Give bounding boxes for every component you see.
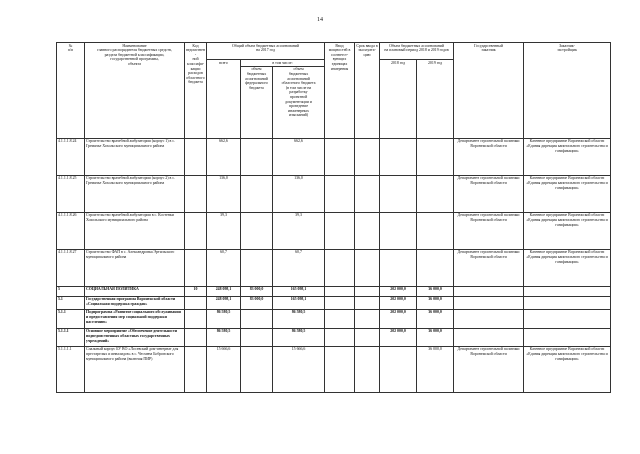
cell-total: 60,7 [207, 249, 241, 286]
cell-y2019 [417, 249, 454, 286]
cell-y2018: 202 000,0 [380, 296, 417, 309]
cell-regional: 60,7 [273, 249, 325, 286]
cell-capacity [325, 346, 355, 392]
cell-capacity [325, 309, 355, 328]
cell-federal [241, 212, 273, 249]
header-row-1 [57, 43, 611, 60]
cell-total: 248 098,1 [207, 286, 241, 296]
cell-name: СОЦИАЛЬНАЯ ПОЛИТИКА [85, 286, 185, 296]
cell-deadline [355, 212, 380, 249]
cell-y2018: 202 000,0 [380, 309, 417, 328]
cell-regional: 165 098,1 [273, 286, 325, 296]
cell-total: 248 098,1 [207, 296, 241, 309]
cell-name: Спальный корпус БУ ВО «Лосевский дом-интернат для престарелых и инвалидов» в с. Чесмена Бобровского муниципального района (включая ПИР) [85, 346, 185, 392]
cell-developer: Казенное предприятие Воронежской области «Единая дирекция капитального строительства и газификации» [524, 249, 611, 286]
header-2018: 2018 год [380, 60, 417, 139]
cell-capacity [325, 175, 355, 212]
cell-code [185, 309, 207, 328]
table-row [57, 212, 611, 249]
cell-y2018 [380, 212, 417, 249]
cell-y2019 [417, 212, 454, 249]
cell-regional: 86 580,5 [273, 328, 325, 346]
cell-y2019 [417, 175, 454, 212]
cell-federal [241, 328, 273, 346]
cell-regional: 165 098,1 [273, 296, 325, 309]
cell-name: Основное мероприятие «Обеспечение деятельности подведомственных областных государственных учреждений» [85, 328, 185, 346]
header-customer: Государственный заказчик [454, 43, 524, 139]
cell-federal: 83 000,0 [241, 286, 273, 296]
cell-developer [524, 296, 611, 309]
table-row [57, 175, 611, 212]
header-num: № п/п [57, 43, 85, 139]
cell-regional: 136,0 [273, 175, 325, 212]
cell-code: 10 [185, 286, 207, 296]
cell-code [185, 249, 207, 286]
cell-customer [454, 328, 524, 346]
cell-total: 15 666,6 [207, 346, 241, 392]
cell-regional: 86 580,5 [273, 309, 325, 328]
cell-capacity [325, 138, 355, 175]
header-federal: объем бюджетных ассигнований федерального бюджета [241, 66, 273, 138]
cell-regional: 15 666,6 [273, 346, 325, 392]
cell-y2019: 36 000,0 [417, 346, 454, 392]
header-plan: Объем бюджетных ассигнований на плановый период 2018 и 2019 годов [380, 43, 454, 60]
cell-developer [524, 286, 611, 296]
cell-deadline [355, 346, 380, 392]
header-deadline: Срок ввода в эксплуата- цию [355, 43, 380, 139]
cell-customer [454, 286, 524, 296]
cell-capacity [325, 212, 355, 249]
cell-y2018 [380, 249, 417, 286]
cell-name: Строительство врачебной амбулатории (корпус 1) в с. Гремячье Хохольского муниципального района [85, 138, 185, 175]
cell-y2019: 36 000,0 [417, 286, 454, 296]
cell-y2018: 202 000,0 [380, 328, 417, 346]
cell-num: 4.1.1.1.8.25 [57, 175, 85, 212]
header-total: всего [207, 60, 241, 139]
cell-code [185, 138, 207, 175]
cell-customer: Департамент строительной политики Воронежской области [454, 138, 524, 175]
cell-name: Строительство ФАП в с. Александровка Эртильского муниципального района [85, 249, 185, 286]
cell-y2018 [380, 138, 417, 175]
cell-developer [524, 309, 611, 328]
cell-customer: Департамент строительной политики Воронежской области [454, 249, 524, 286]
header-code: Код ведомствен- ной классифи- кации расходов областного бюджета [185, 43, 207, 139]
cell-regional: 662,6 [273, 138, 325, 175]
table-row [57, 286, 611, 296]
table-body [57, 138, 611, 392]
cell-num: 5 [57, 286, 85, 296]
cell-code [185, 175, 207, 212]
table-row [57, 346, 611, 392]
cell-name: Государственная программа Воронежской области «Социальная поддержка граждан» [85, 296, 185, 309]
table-row [57, 328, 611, 346]
budget-table [56, 42, 611, 393]
cell-deadline [355, 328, 380, 346]
cell-num: 4.1.1.1.8.27 [57, 249, 85, 286]
cell-y2019: 36 000,0 [417, 296, 454, 309]
cell-developer: Казенное предприятие Воронежской области «Единая дирекция капитального строительства и газификации» [524, 138, 611, 175]
cell-y2019 [417, 138, 454, 175]
cell-developer [524, 328, 611, 346]
cell-total: 136,0 [207, 175, 241, 212]
cell-total: 662,6 [207, 138, 241, 175]
cell-federal: 83 000,0 [241, 296, 273, 309]
cell-customer [454, 309, 524, 328]
cell-federal [241, 249, 273, 286]
cell-customer: Департамент строительной политики Воронежской области [454, 346, 524, 392]
cell-federal [241, 309, 273, 328]
cell-capacity [325, 328, 355, 346]
cell-total: 39,3 [207, 212, 241, 249]
cell-num: 5.1.1.1 [57, 328, 85, 346]
cell-total: 86 580,5 [207, 328, 241, 346]
cell-y2018: 202 000,0 [380, 286, 417, 296]
cell-developer: Казенное предприятие Воронежской области «Единая дирекция капитального строительства и газификации» [524, 212, 611, 249]
cell-customer [454, 296, 524, 309]
cell-deadline [355, 309, 380, 328]
cell-num: 5.1.1.1.1 [57, 346, 85, 392]
cell-name: Подпрограмма «Развитие социального обслуживания и предоставления мер социальной поддержки населению» [85, 309, 185, 328]
header-regional: объем бюджетных ассигнований областного бюджета (в том числе на разработку проектной документации и проведение инженерных изысканий) [273, 66, 325, 138]
cell-num: 4.1.1.1.8.24 [57, 138, 85, 175]
cell-name: Строительство врачебной амбулатории (корпус 2) в с. Гремячье Хохольского муниципального района [85, 175, 185, 212]
table-row [57, 309, 611, 328]
cell-capacity [325, 296, 355, 309]
cell-y2019: 36 000,0 [417, 328, 454, 346]
header-developer: Заказчик- застройщик [524, 43, 611, 139]
cell-num: 5.1.1 [57, 309, 85, 328]
header-capacity: Ввод мощностей в соответст- вующих единицах измерения [325, 43, 355, 139]
cell-customer: Департамент строительной политики Воронежской области [454, 175, 524, 212]
header-2019: 2019 год [417, 60, 454, 139]
cell-deadline [355, 249, 380, 286]
cell-code [185, 328, 207, 346]
table-row [57, 296, 611, 309]
cell-num: 5.1 [57, 296, 85, 309]
cell-customer: Департамент строительной политики Воронежской области [454, 212, 524, 249]
cell-deadline [355, 286, 380, 296]
page-number: 14 [317, 17, 323, 23]
header-incl: в том числе: [241, 60, 325, 67]
cell-federal [241, 346, 273, 392]
cell-y2018 [380, 346, 417, 392]
cell-total: 86 580,5 [207, 309, 241, 328]
cell-developer: Казенное предприятие Воронежской области «Единая дирекция капитального строительства и газификации» [524, 346, 611, 392]
cell-regional: 39,3 [273, 212, 325, 249]
cell-deadline [355, 296, 380, 309]
header-name: Наименование главного распорядителя бюджетных средств, раздела бюджетной классификации, государственной программы, объекта [85, 43, 185, 139]
cell-code [185, 346, 207, 392]
cell-federal [241, 175, 273, 212]
table-row [57, 138, 611, 175]
cell-y2019: 36 000,0 [417, 309, 454, 328]
cell-code [185, 296, 207, 309]
cell-num: 4.1.1.1.8.26 [57, 212, 85, 249]
cell-capacity [325, 286, 355, 296]
header-total-volume: Общий объем бюджетных ассигнований на 2017 год [207, 43, 325, 60]
cell-federal [241, 138, 273, 175]
cell-deadline [355, 175, 380, 212]
table-row [57, 249, 611, 286]
cell-capacity [325, 249, 355, 286]
cell-code [185, 212, 207, 249]
cell-developer: Казенное предприятие Воронежской области «Единая дирекция капитального строительства и газификации» [524, 175, 611, 212]
cell-y2018 [380, 175, 417, 212]
cell-deadline [355, 138, 380, 175]
cell-name: Строительство врачебной амбулатории в с. Костенки Хохольского муниципального района [85, 212, 185, 249]
